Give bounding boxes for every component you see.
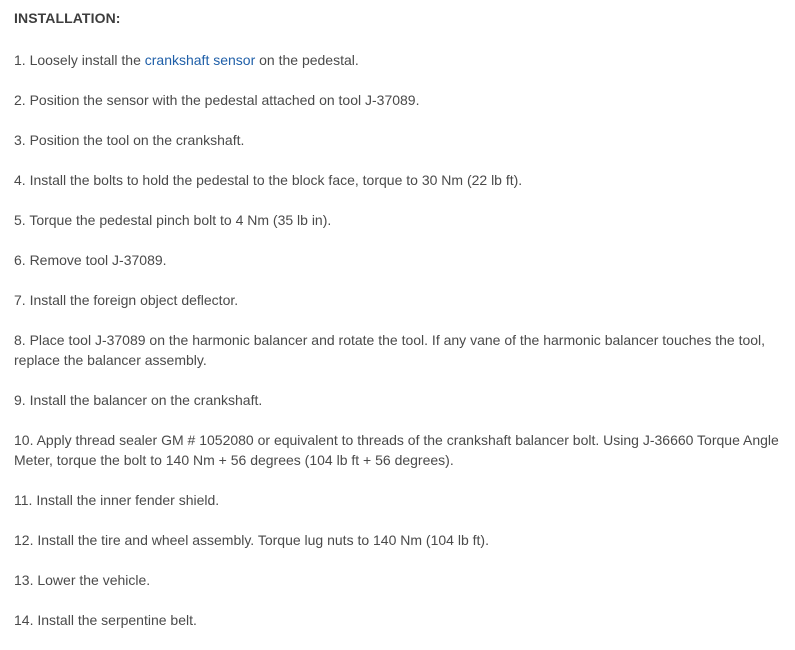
step-8: 8. Place tool J-37089 on the harmonic balancer and rotate the tool. If any vane of the harmonic balancer touches the tool, replace the balancer assembly. (14, 332, 766, 368)
step-10: 10. Apply thread sealer GM # 1052080 or equivalent to threads of the crankshaft balancer bolt. Using J-36660 Torque Angle Meter, torque the bolt to 140 Nm + 56 degrees (104 lb ft + 56 degrees). (14, 432, 779, 468)
step-4: 4. Install the bolts to hold the pedestal to the block face, torque to 30 Nm (22 lb ft). (14, 172, 523, 188)
section-heading: INSTALLATION: (14, 10, 121, 26)
step-13: 13. Lower the vehicle. (14, 572, 151, 588)
step-1 (14, 50, 784, 70)
step-6: 6. Remove tool J-37089. (14, 252, 167, 268)
step-3: 3. Position the tool on the crankshaft. (14, 132, 245, 148)
step-1-suffix: on the pedestal. (255, 52, 359, 68)
step-7: 7. Install the foreign object deflector. (14, 292, 239, 308)
step-2: 2. Position the sensor with the pedestal attached on tool J-37089. (14, 92, 420, 108)
step-1-prefix: 1. Loosely install the (14, 52, 145, 68)
step-11: 11. Install the inner fender shield. (14, 492, 220, 508)
step-14: 14. Install the serpentine belt. (14, 612, 197, 628)
step-5: 5. Torque the pedestal pinch bolt to 4 Nm (35 lb in). (14, 212, 332, 228)
step-12: 12. Install the tire and wheel assembly. Torque lug nuts to 140 Nm (104 lb ft). (14, 532, 489, 548)
step-9: 9. Install the balancer on the crankshaft. (14, 392, 263, 408)
crankshaft-sensor-link[interactable]: crankshaft sensor (144, 52, 256, 68)
